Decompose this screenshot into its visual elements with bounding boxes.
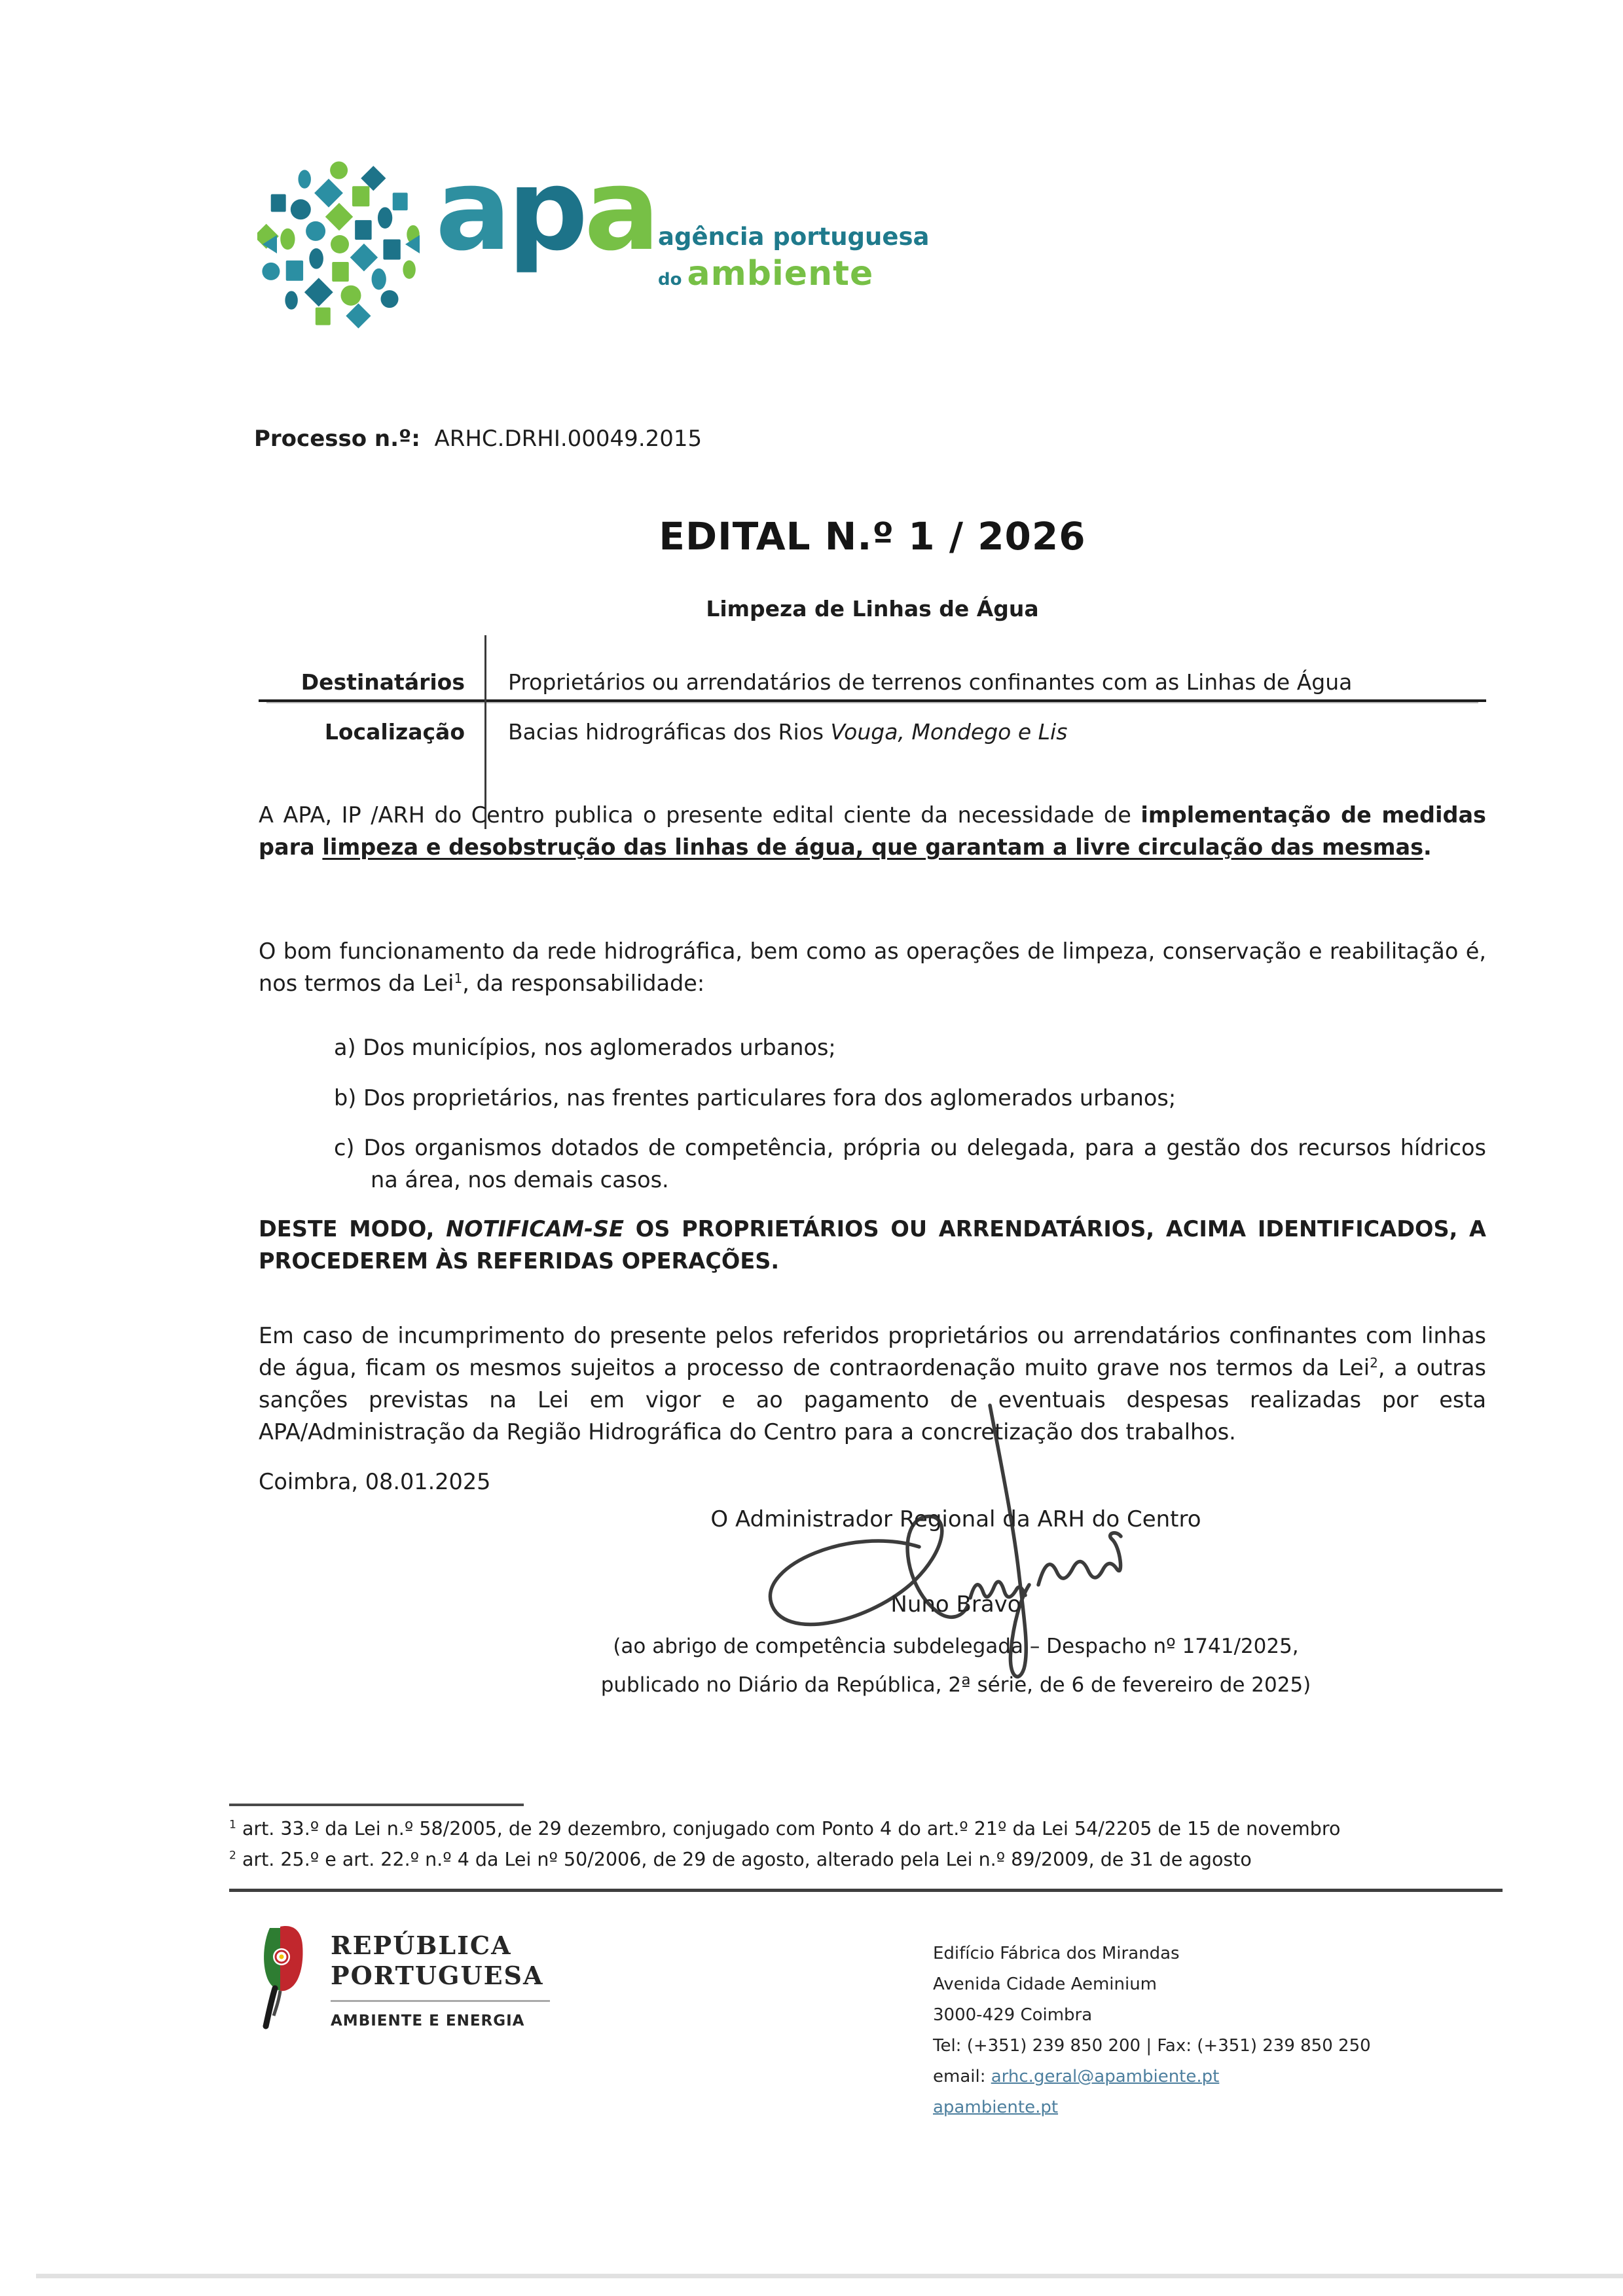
email-link[interactable]: arhc.geral@apambiente.pt xyxy=(991,2067,1220,2086)
info-table xyxy=(259,669,1486,745)
paragraph-notification: DESTE MODO, NOTIFICAM-SE OS PROPRIETÁRIOS OU ARRENDATÁRIOS, ACIMA IDENTIFICADOS, A PROCEDEREM ÀS REFERIDAS OPERAÇÕES. xyxy=(259,1216,1486,1274)
page-title: EDITAL N.º 1 / 2026 xyxy=(659,514,1086,559)
paragraph-responsibility: O bom funcionamento da rede hidrográfica, bem como as operações de limpeza, conservação e reabilitação é, nos termos da Lei$^1$, da responsabilidade: xyxy=(259,938,1486,996)
apa-mosaic-icon xyxy=(257,159,422,329)
table-row xyxy=(259,669,1486,702)
address-phone-fax: Tel: (+351) 239 850 200 | Fax: (+351) 239 850 250 xyxy=(933,2036,1371,2056)
list-item-c: c) Dos organismos dotados de competência, própria ou delegada, para a gestão dos recursos hídricos na área, nos demais casos. xyxy=(334,1135,1486,1193)
list-item-a: a) Dos municípios, nos aglomerados urbanos; xyxy=(334,1035,836,1060)
address-street: Avenida Cidade Aeminium xyxy=(933,1974,1158,1994)
row-value-destinatarios: Proprietários ou arrendatários de terrenos confinantes com as Linhas de Água xyxy=(508,669,1353,695)
address-city: 3000-429 Coimbra xyxy=(933,2005,1093,2025)
page-subtitle: Limpeza de Linhas de Água xyxy=(706,596,1039,621)
email-label: email: xyxy=(933,2067,991,2086)
footnote-divider xyxy=(229,1804,524,1806)
delegation-note-line1: (ao abrigo de competência subdelegada – Despacho nº 1741/2025, xyxy=(613,1635,1299,1658)
process-number-label: Processo n.º: xyxy=(254,426,420,452)
gov-logo-text xyxy=(331,1931,550,2029)
apa-tagline-2: do ambiente xyxy=(658,254,874,293)
footer-address xyxy=(933,1944,1371,2128)
address-email-line xyxy=(933,2067,1371,2086)
gov-logo-line2: PORTUGUESA xyxy=(331,1961,544,1990)
footnote-1: $^1$ art. 33.º da Lei n.º 58/2005, de 29 dezembro, conjugado com Ponto 4 do art.º 21º da Lei 54/2205 de 15 de novembro xyxy=(229,1818,1341,1840)
address-building: Edifício Fábrica dos Mirandas xyxy=(933,1944,1180,1963)
scan-artifact-line xyxy=(36,2274,1623,2278)
process-number-value xyxy=(428,426,435,452)
paragraph-noncompliance: Em caso de incumprimento do presente pelos referidos proprietários ou arrendatários confinantes com linhas de água, ficam os mesmos sujeitos a processo de contraordenação muito grave nos termos da Lei$^2$, a outras sanções previstas na Lei em vigor e ao pagamento de eventuais despesas realizadas por esta APA/Administração da Região Hidrográfica do Centro para a concretização dos trabalhos. xyxy=(259,1323,1486,1445)
apa-tagline-1: agência portuguesa xyxy=(658,223,930,251)
row-label-localizacao: Localização xyxy=(324,719,465,745)
gov-logo-line1: REPÚBLICA xyxy=(331,1931,512,1960)
gov-logo-subtitle: AMBIENTE E ENERGIA xyxy=(331,2012,525,2029)
footer-rule xyxy=(229,1889,1503,1892)
delegation-note-line2: publicado no Diário da República, 2ª série, de 6 de fevereiro de 2025) xyxy=(600,1673,1311,1697)
gov-logo-divider xyxy=(331,2000,550,2002)
footnotes xyxy=(229,1818,1512,1879)
signature-block xyxy=(419,1506,1493,1697)
row-label-destinatarios: Destinatários xyxy=(301,669,465,695)
list-item-b: b) Dos proprietários, nas frentes particulares fora dos aglomerados urbanos; xyxy=(334,1085,1176,1111)
process-number: Processo n.º: ARHC.DRHI.00049.2015 xyxy=(254,426,702,452)
signer-role: O Administrador Regional da ARH do Centro xyxy=(710,1506,1201,1532)
apa-acronym: apa xyxy=(435,144,657,276)
website-link[interactable]: apambiente.pt xyxy=(933,2098,1059,2117)
row-value-localizacao: Bacias hidrográficas dos Rios Vouga, Mondego e Lis xyxy=(508,719,1068,745)
signer-name: Nuno Bravo xyxy=(890,1591,1021,1618)
paragraph-intro: A APA, IP /ARH do Centro publica o presente edital ciente da necessidade de implementação de medidas para limpeza e desobstrução das linhas de água, que garantam a livre circulação das mesmas. xyxy=(259,802,1486,860)
footnote-2: $^2$ art. 25.º e art. 22.º n.º 4 da Lei nº 50/2006, de 29 de agosto, alterado pela Lei n.º 89/2009, de 31 de agosto xyxy=(229,1849,1252,1870)
table-row xyxy=(259,702,1486,745)
portugal-flag-emblem-icon xyxy=(261,1923,306,2031)
place-date: Coimbra, 08.01.2025 xyxy=(259,1469,491,1494)
